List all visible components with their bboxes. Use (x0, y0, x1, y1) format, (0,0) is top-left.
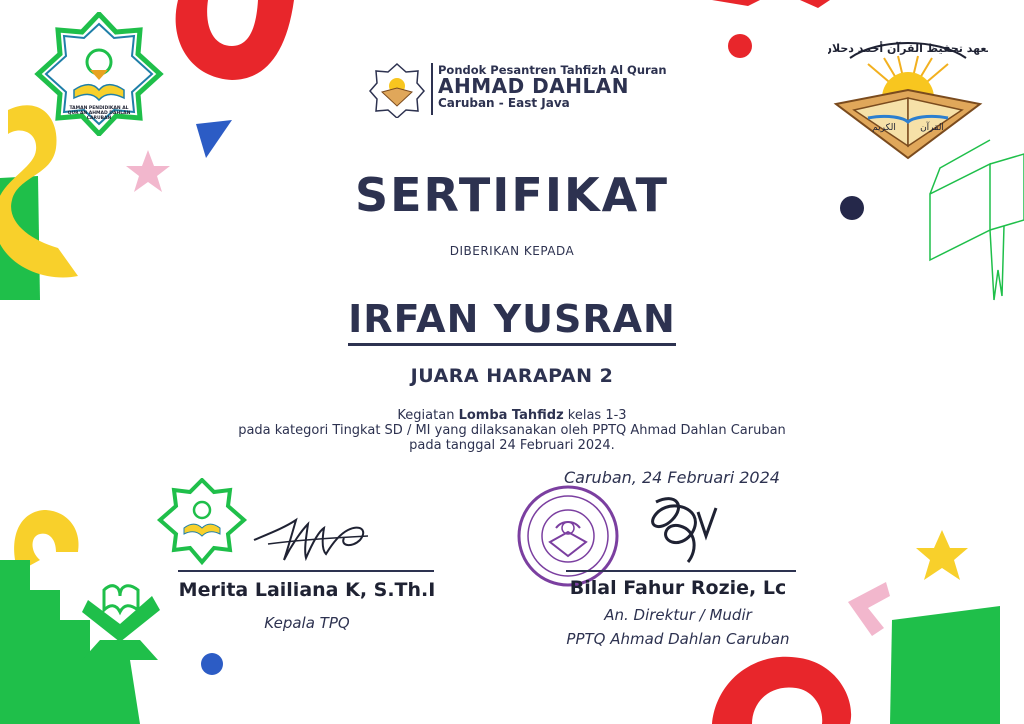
recipient-name (0, 297, 1024, 341)
red-shard-top-right (712, 0, 760, 6)
blue-triangle (196, 120, 232, 158)
pink-chevron (848, 582, 890, 636)
yellow-star (916, 530, 968, 580)
institution-line1: Pondok Pesantren Tahfizh Al Quran (438, 63, 667, 77)
description-line2: pada kategori Tingkat SD / MI yang dilaksanakan oleh PPTQ Ahmad Dahlan Caruban (238, 423, 786, 438)
pptq-round-stamp (516, 484, 620, 588)
signatory-right-role: An. Direktur / Mudir (604, 606, 752, 624)
signature-line-right (566, 570, 796, 572)
header-quran-logo-icon (368, 62, 426, 118)
recipient-name-text: IRFAN YUSRAN (348, 297, 676, 346)
header-separator (431, 63, 433, 115)
tpq-stamp-logo (156, 478, 248, 568)
signature-right (636, 492, 726, 572)
svg-text:معهد تحفيظ القرآن أحمد دحلان: معهد تحفيظ القرآن أحمد دحلان (828, 42, 988, 55)
certificate-title: SERTIFIKAT (355, 168, 669, 222)
signatory-left-name: Merita Lailiana K, S.Th.I (178, 579, 436, 601)
certificate-description (0, 408, 1024, 453)
place-and-date: Caruban, 24 Februari 2024 (564, 468, 780, 487)
red-arc-top (176, 0, 294, 80)
tpq-stamp-emblem-icon (156, 478, 248, 568)
green-block-bottom-right (890, 606, 1000, 724)
header-logo (368, 62, 426, 118)
svg-text:القرآن: القرآن (920, 123, 944, 133)
tpq-logo-caption: TAMAN PENDIDIKAN AL QUR'AN AHMAD DAHLAN CARUBAN (67, 106, 131, 121)
red-arc-bottom-right (712, 657, 851, 724)
quran-stand-icon (82, 586, 160, 660)
signatory-right-institution: PPTQ Ahmad Dahlan Caruban (566, 630, 790, 648)
description-line3: pada tanggal 24 Februari 2024. (409, 438, 615, 453)
pptq-logo-top-right (828, 18, 988, 168)
red-dot (728, 34, 752, 58)
signatory-right-name: Bilal Fahur Rozie, Lc (569, 577, 787, 599)
tpq-logo-top-left (30, 12, 168, 136)
signature-left (248, 500, 378, 570)
given-to-label: DIBERIKAN KEPADA (449, 244, 575, 258)
red-shard-top-right-2 (800, 0, 830, 8)
svg-text:الكريم: الكريم (872, 123, 896, 133)
signature-line-left (178, 570, 434, 572)
blue-dot (201, 653, 223, 675)
award-title: JUARA HARAPAN 2 (410, 365, 614, 387)
header-institution (438, 64, 667, 110)
institution-location: Caruban - East Java (438, 96, 570, 111)
quran-sunrise-logo-icon (828, 18, 988, 168)
signatory-left-role: Kepala TPQ (264, 614, 350, 632)
description-line1: Kegiatan Lomba Tahfidz kelas 1-3 (397, 408, 627, 423)
event-name: Lomba Tahfidz (458, 408, 564, 423)
institution-name: AHMAD DAHLAN (438, 74, 629, 99)
